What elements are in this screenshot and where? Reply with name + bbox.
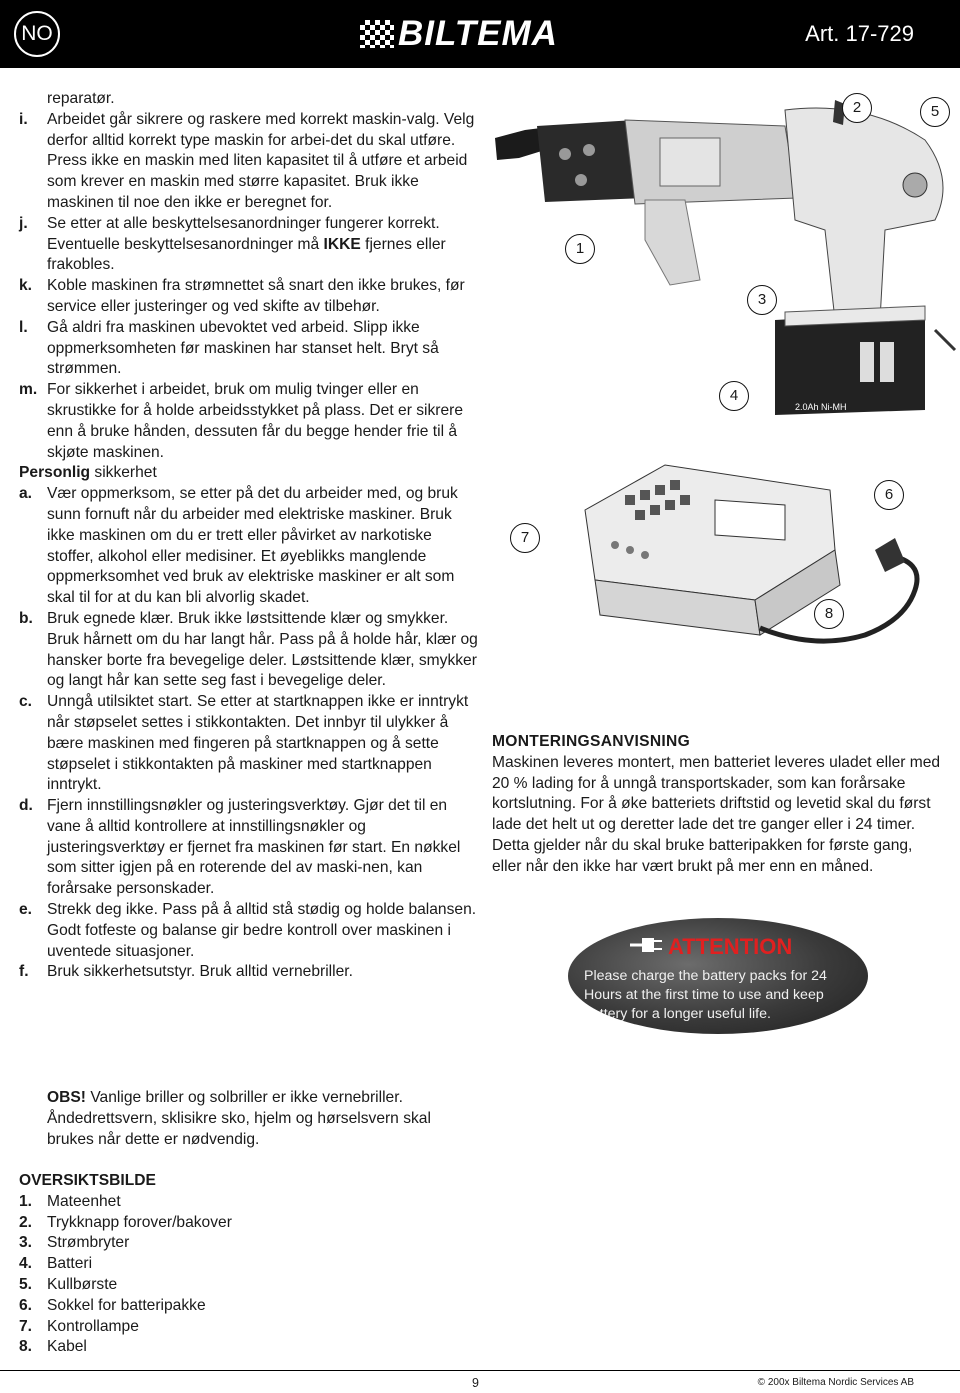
language-badge: NO xyxy=(14,11,60,57)
overview-item xyxy=(19,1275,439,1296)
list-item xyxy=(19,609,481,692)
overview-label: Trykknapp forover/bakover xyxy=(47,1213,232,1231)
brand-logo xyxy=(360,16,558,52)
list-item xyxy=(19,796,481,900)
overview-item xyxy=(19,1296,439,1317)
overview-number: 5. xyxy=(19,1275,33,1293)
brand-name: BILTEMA xyxy=(398,14,558,53)
callout-7: 7 xyxy=(510,523,540,553)
mounting-text: Maskinen leveres montert, men batteriet leveres uladet eller med 20 % lading for å unngå transportskader, som kan forårsake kortslutning. For å øke batteriets driftstid og levetid skal du først lade det helt ut og deretter lade det tre ganger eller i 24 timer. Detta gjelder når du skal bruke batteripakken for første gang, eller når den ikke har vært brukt på mer enn en måned. xyxy=(492,753,941,875)
list-item xyxy=(19,110,481,214)
overview-number: 6. xyxy=(19,1296,33,1314)
personal-safety-heading xyxy=(19,463,481,484)
list-marker: j. xyxy=(19,214,28,232)
list-marker: e. xyxy=(19,901,33,919)
mounting-title: MONTERINGSANVISNING xyxy=(492,733,691,750)
overview-label: Sokkel for batteripakke xyxy=(47,1296,206,1314)
list-marker: f. xyxy=(19,963,29,981)
list-text xyxy=(47,110,481,214)
personal-safety-list xyxy=(19,484,481,983)
list-item xyxy=(19,692,481,796)
overview-number: 8. xyxy=(19,1338,33,1356)
overview-label: Kabel xyxy=(47,1338,87,1356)
overview-list xyxy=(19,1192,439,1358)
list-text: Unngå utilsiktet start. Se etter at startknappen ikke er inntrykt når støpselet settes i stikkontakten. Det innbyr til ulykker å bære maskinen med fingeren på startknappen og å sette støpselet i stikkontakten på maskiner med startknappen inntrykt. xyxy=(47,693,469,794)
overview-section xyxy=(19,1171,439,1358)
overview-number: 2. xyxy=(19,1213,33,1231)
obs-note xyxy=(47,1088,467,1150)
list-item xyxy=(19,214,481,276)
heading-rest: sikkerhet xyxy=(90,464,157,482)
article-number: Art. 17-729 xyxy=(805,21,914,46)
text-run: Se etter at alle beskyttelsesanordninger fungerer korrekt. Eventuelle beskyttelsesanordninger må xyxy=(47,214,440,253)
callout-2: 2 xyxy=(842,93,872,123)
overview-label: Kontrollampe xyxy=(47,1317,139,1335)
battery-label: 2.0Ah Ni-MH xyxy=(795,402,847,412)
list-text xyxy=(47,89,481,110)
overview-title: OVERSIKTSBILDE xyxy=(19,1172,156,1189)
overview-number: 7. xyxy=(19,1317,33,1335)
callout-5: 5 xyxy=(920,97,950,127)
list-text xyxy=(47,318,481,380)
list-item xyxy=(19,962,481,983)
attention-label xyxy=(568,918,868,1034)
list-marker xyxy=(19,89,47,110)
list-marker: b. xyxy=(19,609,33,627)
list-marker: i. xyxy=(19,110,28,128)
text-run: fjernes eller frakobles. xyxy=(47,235,446,274)
callout-4: 4 xyxy=(719,381,749,411)
overview-label: Batteri xyxy=(47,1255,93,1273)
page-number: 9 xyxy=(472,1376,479,1390)
callout-8: 8 xyxy=(814,599,844,629)
mounting-section xyxy=(492,732,944,878)
obs-text: Vanlige briller og solbriller er ikke vernebriller. Åndedrettsvern, sklisikre sko, hjelm og hørselsvern skal brukes når dette er nødvendig. xyxy=(47,1089,431,1148)
overview-label: Kullbørste xyxy=(47,1275,118,1293)
text-run: Koble maskinen fra strømnettet så snart den ikke brukes, før service eller justeringer og ved skifte av tilbehør. xyxy=(47,277,465,315)
overview-number: 1. xyxy=(19,1192,33,1210)
list-item xyxy=(19,89,481,110)
plug-icon xyxy=(628,932,664,958)
overview-number: 4. xyxy=(19,1255,33,1273)
overview-label: Mateenhet xyxy=(47,1192,121,1210)
list-marker: k. xyxy=(19,277,33,295)
list-text: Bruk egnede klær. Bruk ikke løstsittende klær og smykker. Bruk hårnett om du har langt hår. Pass på å holde hår, klær og hansker borte fra bevegelige deler. Løstsittende klær, smykker og langt hår kan sette seg fast i bevegelige deler. xyxy=(47,609,478,690)
list-item xyxy=(19,484,481,609)
text-run: Arbeidet går sikrere og raskere med korrekt maskin-valg. Velg derfor alltid korrekt type maskin for arbei-det du skal utføre. Press ikke en maskin med liten kapasitet til å utføre et arbeid som krever en maskin med større kapasitet. Bruk ikke maskinen til noe den ikke er beregnet for. xyxy=(47,110,475,211)
charger-icon xyxy=(585,465,917,641)
overview-number: 3. xyxy=(19,1234,33,1252)
obs-label: OBS! xyxy=(47,1089,86,1106)
list-marker: c. xyxy=(19,693,33,711)
list-item xyxy=(19,318,481,380)
list-item xyxy=(19,380,481,463)
emphasis-text: IKKE xyxy=(323,235,361,253)
text-run: Gå aldri fra maskinen ubevoktet ved arbeid. Slipp ikke oppmerksomheten før maskinen har stanset helt. Bryt så strømmen. xyxy=(47,318,439,378)
footer-divider xyxy=(0,1370,960,1371)
callout-1: 1 xyxy=(565,234,595,264)
screwdriver-icon xyxy=(495,100,955,415)
overview-item xyxy=(19,1213,439,1234)
overview-item xyxy=(19,1317,439,1338)
product-illustration xyxy=(485,80,960,720)
overview-item xyxy=(19,1192,439,1213)
overview-item xyxy=(19,1337,439,1358)
list-text: Bruk sikkerhetsutstyr. Bruk alltid vernebriller. xyxy=(47,963,353,981)
list-text xyxy=(47,214,481,276)
list-marker: m. xyxy=(19,381,38,399)
text-run: For sikkerhet i arbeidet, bruk om mulig tvinger eller en skrustikke for å holde arbeidsstykket på plass. Det er sikrere enn å bruke hånden, dessuten får du begge hender frie til å skjøte maskinen. xyxy=(47,381,464,461)
text-run: reparatør. xyxy=(47,90,115,107)
list-item xyxy=(19,276,481,318)
callout-6: 6 xyxy=(874,480,904,510)
page-header xyxy=(0,0,960,68)
list-item xyxy=(19,900,481,962)
list-text: Strekk deg ikke. Pass på å alltid stå stødig og holde balansen. Godt fotfeste og balanse gir bedre kontroll over maskinen i uventede situasjoner. xyxy=(47,901,477,960)
list-text: Vær oppmerksom, se etter på det du arbeider med, og bruk sunn fornuft når du arbeider med elektriske maskiner. Bruk ikke maskinen om du er trett eller påvirket av narkotiske stoffer, alkohol eller medisiner. Et øyeblikks manglende oppmerksomhet ved bruk av elektriske maskiner er alt som skal til for at du kan bli alvorlig skadet. xyxy=(47,485,458,607)
copyright: © 200x Biltema Nordic Services AB xyxy=(757,1377,914,1388)
checkered-flag-icon xyxy=(360,20,394,48)
list-text xyxy=(47,380,481,463)
list-marker: d. xyxy=(19,797,33,815)
overview-label: Strømbryter xyxy=(47,1234,130,1252)
general-safety-list xyxy=(19,89,481,463)
callout-3: 3 xyxy=(747,285,777,315)
list-marker: l. xyxy=(19,318,28,336)
overview-item xyxy=(19,1233,439,1254)
attention-title: ATTENTION xyxy=(668,934,793,959)
overview-item xyxy=(19,1254,439,1275)
safety-instructions xyxy=(19,89,481,983)
list-text xyxy=(47,276,481,318)
list-text: Fjern innstillingsnøkler og justeringsverktøy. Gjør det til en vane å alltid kontrollere at innstillingsnøkler og justeringsverktøy er fjernet fra maskinen før start. En nøkkel som sitter igjen på en roterende del av maski-nen, kan forårsake personskader. xyxy=(47,797,461,898)
list-marker: a. xyxy=(19,485,33,503)
heading-bold: Personlig xyxy=(19,464,91,482)
attention-text: Please charge the battery packs for 24 Hours at the first time to use and keep battery for a longer useful life. xyxy=(584,968,827,1022)
